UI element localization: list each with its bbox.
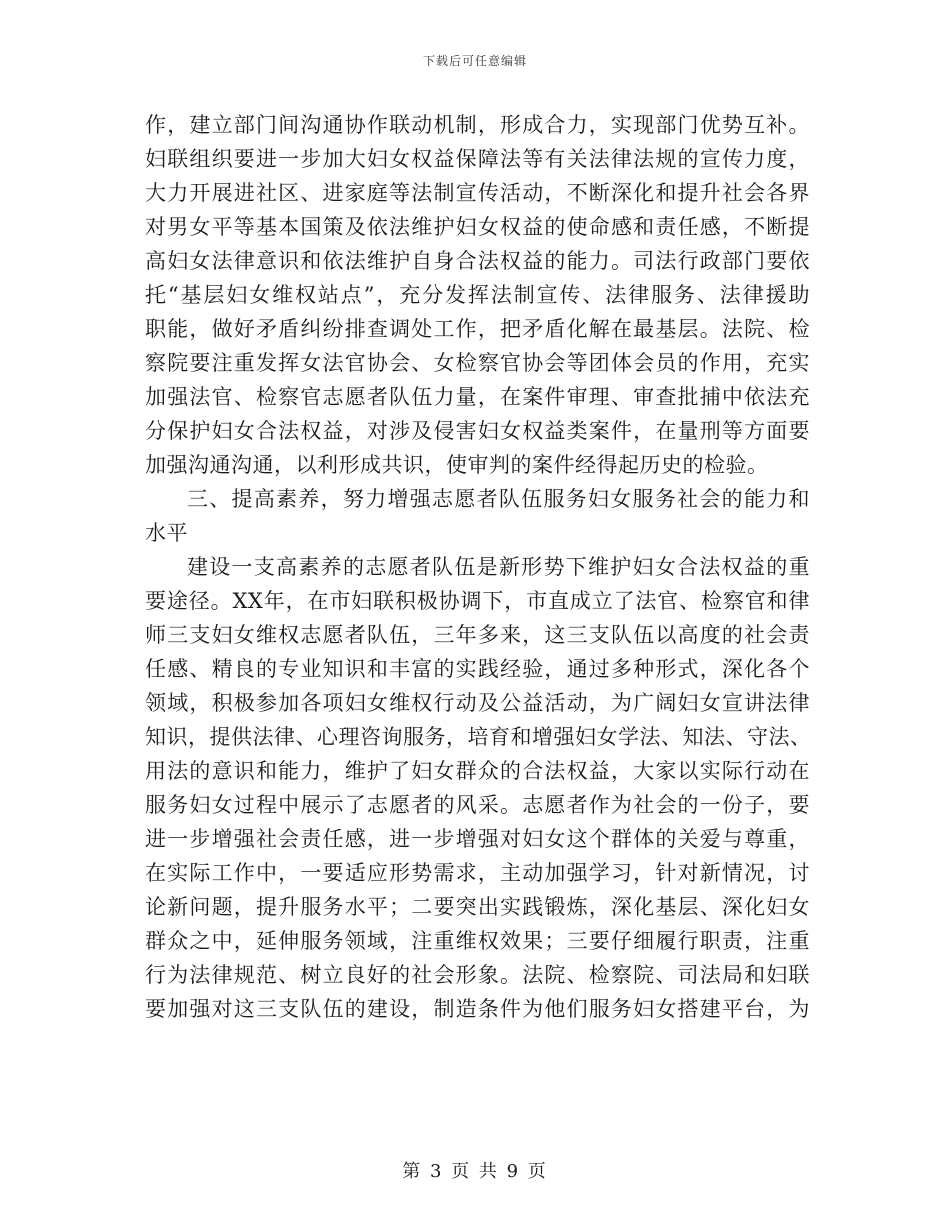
text-line: 对男女平等基本国策及依法维护妇女权益的使命感和责任感，不断提 [145, 215, 810, 239]
text-line: 进一步增强社会责任感，进一步增强对妇女这个群体的关爱与尊重， [145, 827, 810, 851]
text-line: 加强法官、检察官志愿者队伍力量，在案件审理、审查批捕中依法充 [145, 385, 810, 409]
text-line: 分保护妇女合法权益，对涉及侵害妇女权益类案件，在量刑等方面要 [145, 419, 810, 443]
text-line: 论新问题，提升服务水平；二要突出实践锻炼，深化基层、深化妇女 [145, 895, 810, 919]
text-line: 知识，提供法律、心理咨询服务，培育和增强妇女学法、知法、守法、 [145, 725, 812, 749]
text-line: 建设一支高素养的志愿者队伍是新形势下维护妇女合法权益的重 [187, 555, 810, 579]
paragraph [145, 550, 810, 1026]
page-number: 第 3 页 共 9 页 [402, 1161, 548, 1182]
text-line: 托“基层妇女维权站点”，充分发挥法制宣传、法律服务、法律援助 [145, 283, 810, 307]
text-line: 服务妇女过程中展示了志愿者的风采。志愿者作为社会的一份子，要 [145, 793, 810, 817]
paragraph [145, 108, 810, 482]
document-body [145, 108, 810, 1026]
text-line: 任感、精良的专业知识和丰富的实践经验，通过多种形式，深化各个 [145, 657, 810, 681]
text-line: 妇联组织要进一步加大妇女权益保障法等有关法律法规的宣传力度， [145, 147, 810, 171]
text-line: 要加强对这三支队伍的建设，制造条件为他们服务妇女搭建平台，为 [145, 997, 810, 1021]
section-heading [145, 482, 810, 550]
text-line: 三、提高素养，努力增强志愿者队伍服务妇女服务社会的能力和 [187, 487, 810, 511]
text-line: 察院要注重发挥女法官协会、女检察官协会等团体会员的作用，充实 [145, 351, 810, 375]
text-line: 高妇女法律意识和依法维护自身合法权益的能力。司法行政部门要依 [145, 249, 810, 273]
text-line: 师三支妇女维权志愿者队伍，三年多来，这三支队伍以高度的社会责 [145, 623, 810, 647]
page-header: 下载后可任意编辑 [422, 54, 527, 68]
text-line: 水平 [145, 521, 188, 545]
text-line: 领域，积极参加各项妇女维权行动及公益活动，为广阔妇女宣讲法律 [145, 691, 810, 715]
text-line: 大力开展进社区、进家庭等法制宣传活动，不断深化和提升社会各界 [145, 181, 810, 205]
text-line: 职能，做好矛盾纠纷排查调处工作，把矛盾化解在最基层。法院、检 [145, 317, 810, 341]
text-line: 要途径。XX年，在市妇联积极协调下，市直成立了法官、检察官和律 [145, 589, 810, 613]
text-line: 群众之中，延伸服务领域，注重维权效果；三要仔细履行职责，注重 [145, 929, 810, 953]
text-line: 在实际工作中，一要适应形势需求，主动加强学习，针对新情况，讨 [145, 861, 810, 885]
text-line: 加强沟通沟通，以利形成共识，使审判的案件经得起历史的检验。 [145, 453, 769, 477]
text-line: 用法的意识和能力，维护了妇女群众的合法权益，大家以实际行动在 [145, 759, 810, 783]
text-line: 作，建立部门间沟通协作联动机制，形成合力，实现部门优势互补。 [145, 113, 810, 137]
text-line: 行为法律规范、树立良好的社会形象。法院、检察院、司法局和妇联 [145, 963, 810, 987]
